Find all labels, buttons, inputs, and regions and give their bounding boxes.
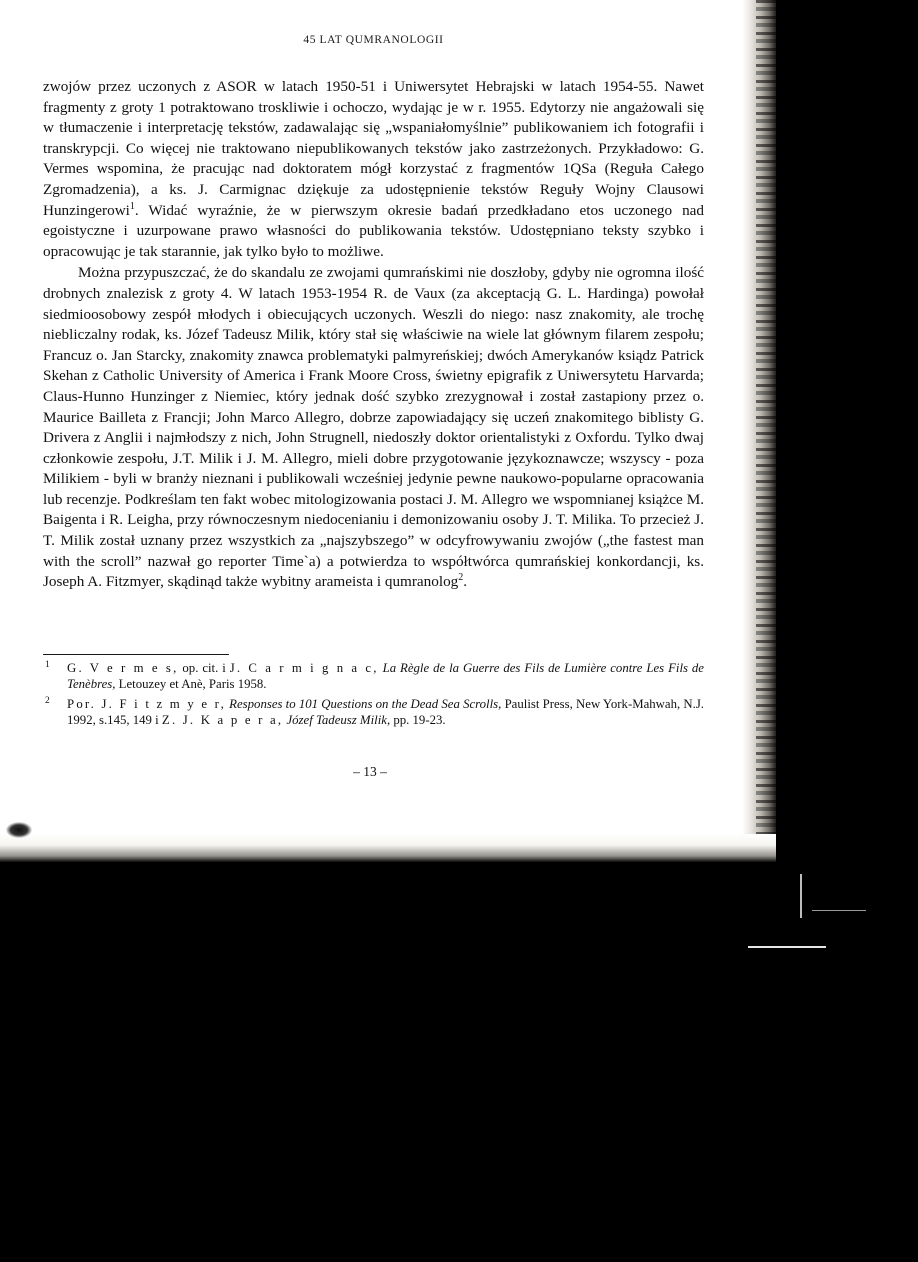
page-number: – 13 – bbox=[353, 764, 387, 779]
footnote-ref-2[interactable]: 2 bbox=[458, 572, 464, 584]
footnote-1-part-1: G. V e r m e s, bbox=[67, 661, 179, 675]
footnote-2-part-6: pp. 19-23. bbox=[390, 713, 446, 728]
footnote-2-part-4: Z. J. K a p e r a, bbox=[161, 713, 284, 728]
footnote-2 bbox=[43, 696, 704, 729]
paragraph-2 bbox=[43, 263, 704, 593]
footnote-1-marker: 1 bbox=[45, 660, 50, 670]
paragraph-1-text: zwojów przez uczonych z ASOR w latach 1950-51 i Uniwersytet Hebrajski w latach 1954-55. Nawet fragmenty z groty 1 potraktowano troskliwie i ochoczo, wydając je w r. 1955. Edytorzy nie angażowali się w tłumaczenie i interpretację tekstów, zadawalając się „wspaniałomyślnie” publikowaniem ich fotografii i transkrypcji. Co więcej nie traktowano niepublikowanych tekstów jako zastrzeżonych. Przykładowo: G. Vermes wspomina, że pracując nad doktoratem mógł korzystać z fragmentów 1QSa (Reguła Całego Zgromadzenia), a ks. J. Carmignac dziękuje za udostępnienie tekstów Reguły Wojny Clausowi Hunzingerowi bbox=[43, 78, 704, 219]
scan-edge-bottom bbox=[0, 834, 776, 862]
footnote-2-part-2: Responses to 101 Questions on the Dead Sea Scrolls, bbox=[225, 696, 502, 711]
paragraph-1-text-cont: . Widać wyraźnie, że w pierwszym okresie badań przedkładano etos uczonego nad egoistyczne i uzurpowane prawo własności do publikowania tekstów. Udostępniano teksty szybko i opracowując je tak starannie, jak tylko było to możliwe. bbox=[43, 201, 704, 260]
footnote-2-marker: 2 bbox=[45, 695, 50, 706]
footnote-1-part-3: J. C a r m i g n a c, bbox=[229, 661, 379, 675]
footnote-1-part-5: Letouzey et Anè, Paris 1958. bbox=[115, 677, 267, 692]
paragraph-2-text: Można przypuszczać, że do skandalu ze zwojami qumrańskimi nie doszłoby, gdyby nie ogromna ilość drobnych znalezisk z groty 4. W latach 1953-1954 R. de Vaux (za akceptacją G. L. Hardinga) powołał siedmioosobowy zespół młodych i obiecujących uczonych. Weszli do niego: nasz znakomity, ale trochę niebliczalny rodak, ks. Józef Tadeusz Milik, który stał się właściwie na wiele lat głównym filarem zespołu; Francuz o. Jan Starcky, znakomity znawca problematyki palmyreńskiej; dwóch Amerykanów ksiądz Patrick Skehan z Catholic University of America i Frank Moore Cross, świetny epigrafik z Uniwersytetu Harvarda; Claus-Hunno Hunzinger z Niemiec, który jednak dość szybko zrezygnował i został zastapiony przez o. Maurice Bailleta z Francji; John Marco Allegro, dobrze zapowiadający się uczeń znakomitego biblisty G. Drivera z Anglii i najmłodszy z nich, John Strugnell, niedoszły doktor orientalistyki z Oxfordu. Tylko dwaj członkowie zespołu, J.T. Milik i J. M. Allegro, mieli dobre przygotowanie językoznawcze; wszyscy - poza Milikiem - byli w branży nieznani i publikowali wcześniej jedynie pewne naukowo-popularne opracowania lub recenzje. Podkreślam ten fakt wobec mitologizowania postaci J. M. Allegro we wspomnianej książce M. Baigenta i R. Leigha, przy równoczesnym niedocenianiu i demonizowaniu osoby J. T. Milika. To przecież J. T. Milik został uznany przez wszystkich za „najszybszego” w odcyfrowywaniu zwojów („the fastest man with the scroll” nazwał go reporter Time`a) a potwierdza to współtwórca qumrańskiej konkordancji, ks. Joseph A. Fitzmyer, skądinąd także wybitny arameista i qumranolog bbox=[43, 264, 704, 591]
footnote-1 bbox=[43, 660, 704, 693]
footnote-ref-1[interactable]: 1 bbox=[129, 200, 135, 212]
scan-artifact-streak-3 bbox=[812, 910, 866, 911]
paragraph-2-text-cont: . bbox=[463, 573, 468, 591]
scan-artifact-streak-1 bbox=[748, 946, 826, 948]
footnotes-block bbox=[43, 660, 704, 732]
footnote-1-part-4: La Règle de la Guerre des Fils de Lumière contre Les Fils de Tenèbres, bbox=[67, 661, 704, 692]
page-text-column bbox=[43, 34, 704, 593]
footnote-2-part-1: Por. J. F i t z m y e r, bbox=[67, 696, 226, 711]
scan-artifact-blotch bbox=[6, 822, 32, 838]
paragraph-1 bbox=[43, 77, 704, 262]
footnote-2-part-5: Józef Tadeusz Milik, bbox=[283, 713, 391, 728]
footnote-separator-rule bbox=[43, 654, 229, 655]
running-head: 45 LAT QUMRANOLOGII bbox=[303, 34, 444, 46]
scan-edge-speckle bbox=[756, 0, 776, 862]
scan-artifact-streak-2 bbox=[800, 874, 802, 918]
footnote-1-part-2: op. cit. i bbox=[178, 661, 230, 675]
footnote-2-part-3: Paulist Press, New York-Mahwah, N.J. 1992, s.145, 149 i bbox=[67, 696, 704, 728]
